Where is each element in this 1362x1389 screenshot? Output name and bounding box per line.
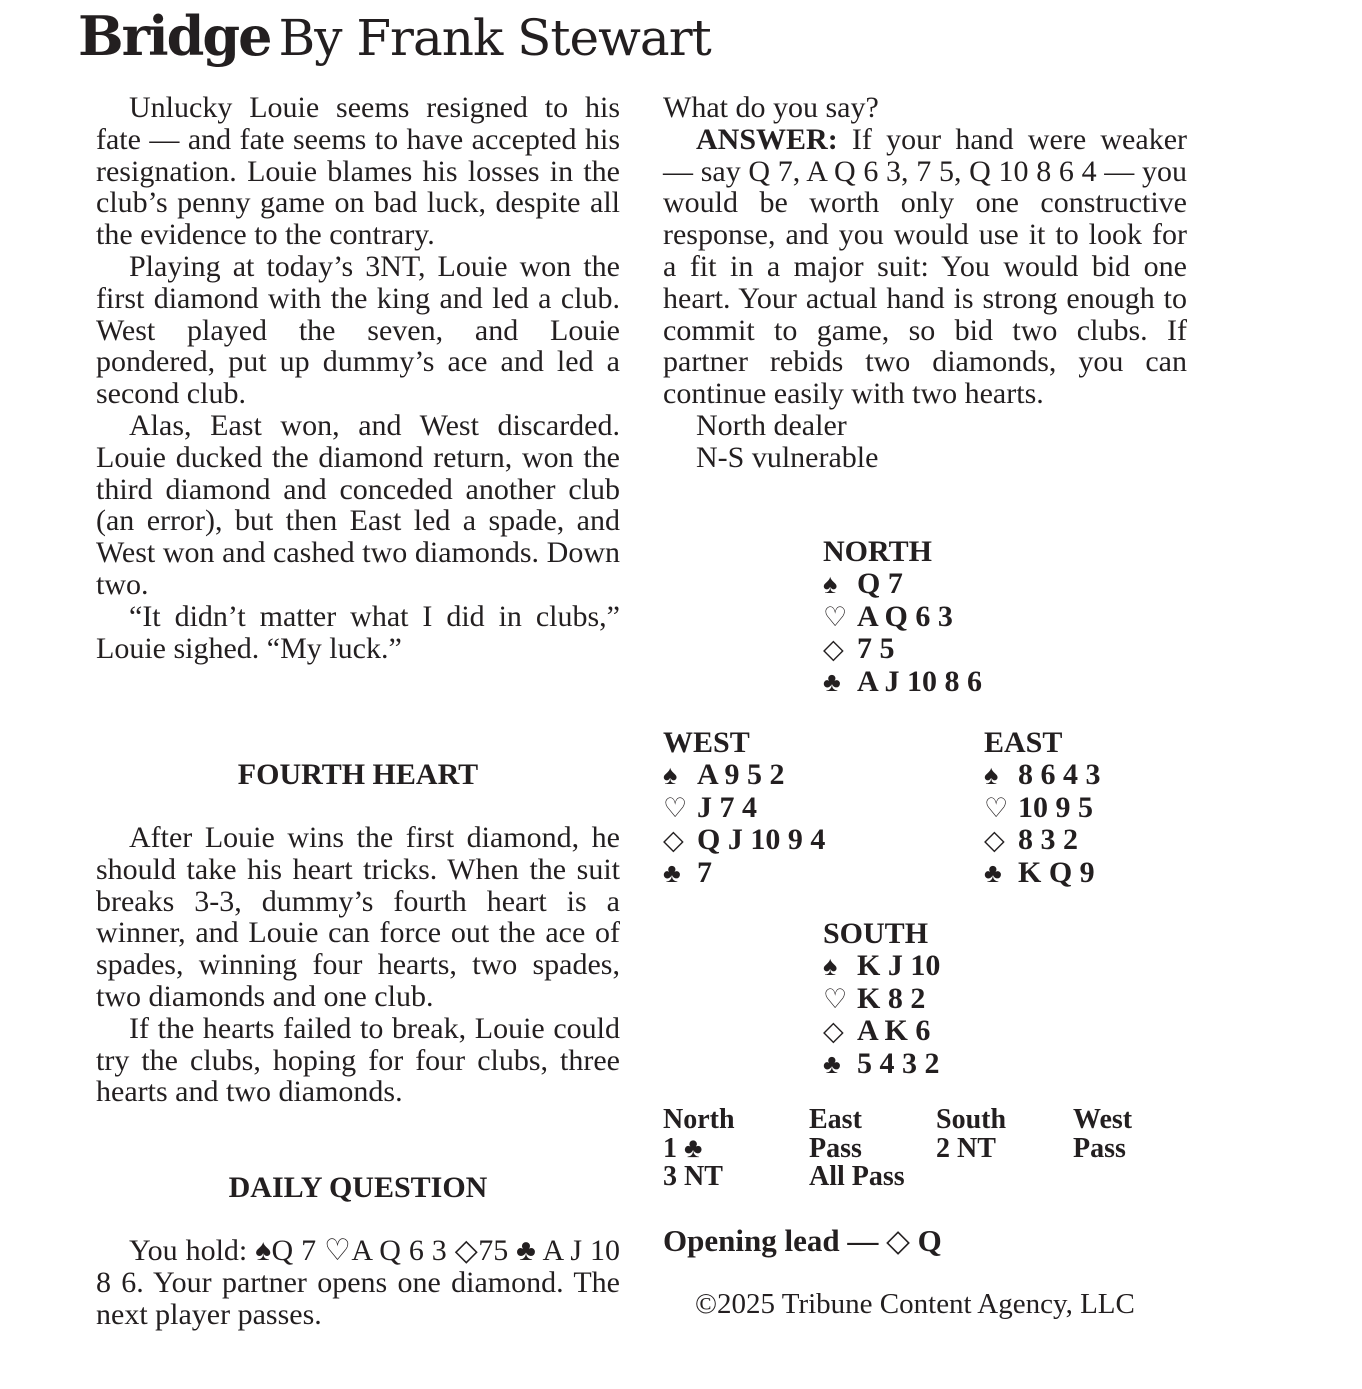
north-spades: Q 7 xyxy=(857,566,903,600)
diamond-icon: ◇ xyxy=(984,825,1005,856)
daily-question xyxy=(96,1235,620,1330)
club-icon: ♣ xyxy=(823,667,841,698)
column-header xyxy=(78,4,711,84)
hand-label: WEST xyxy=(663,726,750,759)
hand-label: EAST xyxy=(984,726,1063,759)
paragraph-3: Alas, East won, and West discarded. Louie ducked the diamond return, won the third diamond and conceded another club (an error), but then East led a spade, and West won and cashed two diamonds. Down two. xyxy=(96,408,620,601)
hand-label: NORTH xyxy=(823,535,932,568)
bid: Pass xyxy=(809,1132,862,1164)
west-spades: A 9 5 2 xyxy=(697,757,785,791)
right-column xyxy=(663,92,1187,474)
question-spades: ♠Q 7 xyxy=(255,1234,317,1267)
spade-icon: ♠ xyxy=(823,568,838,599)
diamond-icon: ◇ xyxy=(663,825,684,856)
spade-icon: ♠ xyxy=(984,759,999,790)
hand-label: SOUTH xyxy=(823,917,929,950)
answer-label: ANSWER: xyxy=(696,122,838,156)
paragraph-1: Unlucky Louie seems resigned to his fate — and fate seems to have accepted his resignation. Louie blames his losses in the club’s penny game on bad luck, despite all the evidence to the contrary. xyxy=(96,91,620,252)
bid: All Pass xyxy=(809,1161,905,1192)
west-hearts: J 7 4 xyxy=(697,790,757,824)
bid: 3 NT xyxy=(663,1161,723,1192)
analysis-block xyxy=(96,822,620,1108)
question-intro: You hold: xyxy=(129,1234,248,1267)
paragraph-4: “It didn’t matter what I did in clubs,” Louie sighed. “My luck.” xyxy=(96,599,620,665)
south-spades: K J 10 xyxy=(857,948,941,982)
vulnerability-line: N-S vulnerable xyxy=(696,440,879,474)
hand-west xyxy=(663,727,825,890)
paragraph-2: Playing at today’s 3NT, Louie won the first diamond with the king and led a club. West played the seven, and Louie pondered, put up dummy’s ace and led a second club. xyxy=(96,249,620,411)
heart-icon: ♡ xyxy=(663,792,688,823)
east-hearts: 10 9 5 xyxy=(1018,790,1093,824)
bidding-header: East xyxy=(809,1104,862,1135)
north-clubs: A J 10 8 6 xyxy=(857,665,983,699)
hand-north xyxy=(823,536,982,699)
question-rest: ♣ A J 10 8 6. Your partner opens one diamond. The next player passes. xyxy=(96,1234,621,1331)
east-clubs: K Q 9 xyxy=(1018,856,1095,890)
bid: 2 NT xyxy=(936,1132,996,1164)
club-icon: ♣ xyxy=(823,1049,841,1080)
west-clubs: 7 xyxy=(697,856,712,890)
bidding-header: West xyxy=(1073,1104,1133,1135)
opening-lead-card: ◇ Q xyxy=(886,1223,942,1258)
heart-icon: ♡ xyxy=(984,792,1009,823)
question-end: What do you say? xyxy=(663,91,879,124)
dealer-line: North dealer xyxy=(696,408,847,442)
south-hearts: K 8 2 xyxy=(857,981,926,1015)
east-spades: 8 6 4 3 xyxy=(1018,757,1101,791)
heart-icon: ♡ xyxy=(823,601,848,632)
heart-icon: ♡ xyxy=(823,983,848,1014)
diamond-icon: ◇ xyxy=(823,1016,844,1047)
bid: Pass xyxy=(1073,1132,1126,1164)
opening-lead-label: Opening lead — xyxy=(663,1223,879,1258)
club-icon: ♣ xyxy=(984,858,1002,889)
answer-paragraph xyxy=(663,124,1187,410)
south-clubs: 5 4 3 2 xyxy=(857,1047,940,1081)
north-diamonds: 7 5 xyxy=(857,632,895,666)
opening-lead xyxy=(663,1223,942,1259)
west-diamonds: Q J 10 9 4 xyxy=(697,823,826,857)
bid: 1 ♣ xyxy=(663,1132,703,1164)
bidding-header: North xyxy=(663,1104,735,1135)
bidding-header: South xyxy=(936,1104,1007,1135)
east-diamonds: 8 3 2 xyxy=(1018,823,1078,857)
question-hearts: ♡A Q 6 3 xyxy=(324,1234,447,1267)
spade-icon: ♠ xyxy=(663,759,678,790)
copyright: ©2025 Tribune Content Agency, LLC xyxy=(695,1288,1135,1320)
paragraph-6: If the hearts failed to break, Louie could try the clubs, hoping for four clubs, three hearts and two diamonds. xyxy=(96,1011,620,1109)
question-diamonds: ◇75 xyxy=(454,1234,509,1267)
spade-icon: ♠ xyxy=(823,950,838,981)
byline: By Frank Stewart xyxy=(278,9,711,67)
north-hearts: A Q 6 3 xyxy=(857,599,953,633)
subhead-daily-question: DAILY QUESTION xyxy=(228,1171,488,1204)
hand-east xyxy=(984,727,1101,890)
club-icon: ♣ xyxy=(663,858,681,889)
paragraph-5: After Louie wins the first diamond, he should take his heart tricks. When the suit breaks 3-3, dummy’s fourth heart is a winner, and Louie can force out the ace of spades, winning four hearts, two spades, two diamonds and one club. xyxy=(96,821,620,1013)
south-diamonds: A K 6 xyxy=(857,1014,931,1048)
left-column xyxy=(96,92,620,664)
answer-text: If your hand were weaker — say Q 7, A Q 6 3, 7 5, Q 10 8 6 4 — you would be worth only one constructive response, and you would use it to look for a fit in a major suit: You would bid one heart. Your actual hand is strong enough to commit to game, so bid two clubs. If partner rebids two diamonds, you can continue easily with two hearts. xyxy=(663,122,1187,411)
subhead-fourth-heart: FOURTH HEART xyxy=(237,758,479,791)
diamond-icon: ◇ xyxy=(823,634,844,665)
hand-south xyxy=(823,918,940,1081)
question-text xyxy=(96,1235,620,1330)
column-title: Bridge xyxy=(78,4,271,68)
